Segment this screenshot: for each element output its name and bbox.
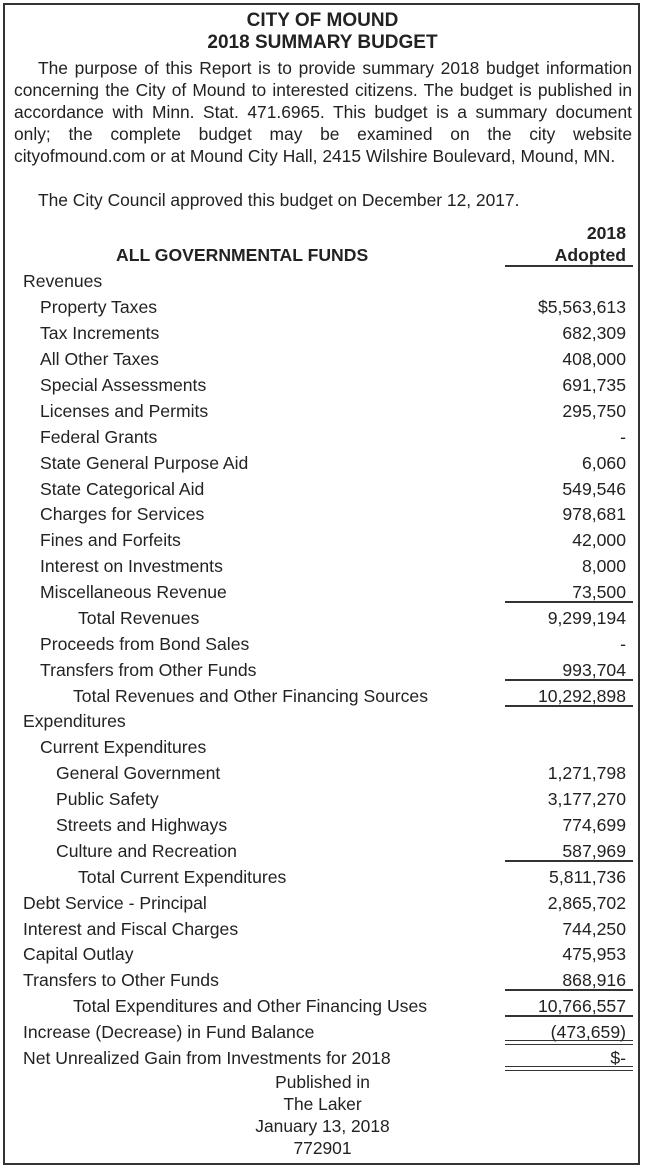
unrealized-gain-value: $- <box>610 1048 626 1068</box>
revenue-item-label: State Categorical Aid <box>40 479 205 499</box>
total-current-value: 5,811,736 <box>549 867 626 887</box>
total-expenditures-value: 10,766,557 <box>537 996 626 1016</box>
expenditure-item-value: 868,916 <box>562 970 626 990</box>
publication-name: The Laker <box>283 1094 362 1114</box>
revenue-item-label: All Other Taxes <box>40 349 159 369</box>
revenue-item-label: Federal Grants <box>40 427 158 447</box>
revenue-item-label: Interest on Investments <box>40 556 223 576</box>
table-heading: ALL GOVERNMENTAL FUNDS <box>116 245 369 265</box>
revenue-item-value: 6,060 <box>581 453 626 473</box>
total-revenues-financing-label: Total Revenues and Other Financing Sources <box>73 686 429 706</box>
revenue-item-value: $5,563,613 <box>537 297 626 317</box>
column-label: Adopted <box>554 245 626 265</box>
revenue-item-value: 42,000 <box>572 530 626 550</box>
revenue-item-value: 691,735 <box>562 375 626 395</box>
document-title: CITY OF MOUND <box>246 10 399 31</box>
expenditure-item-label: Interest and Fiscal Charges <box>23 919 239 939</box>
document-subtitle: 2018 SUMMARY BUDGET <box>207 32 438 53</box>
revenue-item-label: Property Taxes <box>40 297 158 317</box>
expenditure-item-label: Debt Service - Principal <box>23 893 207 913</box>
total-revenues-label: Total Revenues <box>78 608 200 628</box>
revenue-item-label: Miscellaneous Revenue <box>40 582 227 602</box>
total-expenditures-label: Total Expenditures and Other Financing Uses <box>73 996 428 1016</box>
expenditure-item-value: 744,250 <box>562 919 626 939</box>
revenue-item-value: 978,681 <box>562 504 626 524</box>
revenue-item-value: 682,309 <box>562 323 626 343</box>
expenditure-item-label: Capital Outlay <box>23 944 134 964</box>
header-underline <box>505 265 633 267</box>
current-expenditures-label: Current Expenditures <box>40 737 207 757</box>
total-rule <box>505 705 633 707</box>
column-year: 2018 <box>586 223 626 243</box>
revenue-item-value: 549,546 <box>562 479 626 499</box>
expenditure-item-value: 475,953 <box>562 944 626 964</box>
revenue-item-value: 295,750 <box>562 401 626 421</box>
current-item-value: 3,177,270 <box>547 789 626 809</box>
revenue-item-label: Licenses and Permits <box>40 401 209 421</box>
unrealized-gain-label: Net Unrealized Gain from Investments for 2018 <box>23 1048 391 1068</box>
publication-line: Published in <box>275 1072 370 1092</box>
other-source-label: Proceeds from Bond Sales <box>40 634 250 654</box>
intro-text: The purpose of this Report is to provide summary 2018 budget information concerning the City of Mound to interested citizens. The budget is published in accordance with Minn. Stat. 471.6965. This budget is a summary document only; the complete budget may be examined on the city website cityofmound.com or at Mound City Hall, 2415 Wilshire Boulevard, Mound, MN. <box>14 58 632 166</box>
revenue-item-label: State General Purpose Aid <box>40 453 249 473</box>
current-item-label: Culture and Recreation <box>56 841 237 861</box>
revenue-item-value: 73,500 <box>572 582 626 602</box>
other-source-value: 993,704 <box>562 660 626 680</box>
current-item-label: General Government <box>56 763 221 783</box>
expenditure-item-value: 2,865,702 <box>547 893 626 913</box>
intro-paragraph <box>14 57 632 167</box>
revenue-item-label: Special Assessments <box>40 375 207 395</box>
subtotal-rule <box>505 860 633 862</box>
expenditure-item-label: Transfers to Other Funds <box>23 970 219 990</box>
total-rule <box>505 1015 633 1017</box>
total-revenues-value: 9,299,194 <box>547 608 626 628</box>
approval-text: The City Council approved this budget on December 12, 2017. <box>38 190 520 210</box>
current-item-label: Public Safety <box>56 789 159 809</box>
revenue-item-value: 8,000 <box>581 556 626 576</box>
expenditures-section-label: Expenditures <box>23 711 126 731</box>
publication-date: January 13, 2018 <box>255 1116 390 1136</box>
revenues-section-label: Revenues <box>23 271 103 291</box>
revenue-item-value: 408,000 <box>562 349 626 369</box>
fund-balance-label: Increase (Decrease) in Fund Balance <box>23 1022 315 1042</box>
revenue-item-label: Fines and Forfeits <box>40 530 181 550</box>
other-source-value: - <box>620 634 626 654</box>
subtotal-rule <box>505 601 633 603</box>
other-source-label: Transfers from Other Funds <box>40 660 257 680</box>
total-current-label: Total Current Expenditures <box>78 867 287 887</box>
current-item-value: 1,271,798 <box>547 763 626 783</box>
double-rule <box>505 1040 633 1045</box>
subtotal-rule <box>505 989 633 991</box>
current-item-value: 774,699 <box>562 815 626 835</box>
subtotal-rule <box>505 679 633 681</box>
approval-paragraph <box>14 189 632 211</box>
publication-id: 772901 <box>293 1138 352 1158</box>
current-item-value: 587,969 <box>562 841 626 861</box>
current-item-label: Streets and Highways <box>56 815 228 835</box>
fund-balance-value: (473,659) <box>550 1022 626 1042</box>
revenue-item-label: Tax Increments <box>40 323 160 343</box>
revenue-item-label: Charges for Services <box>40 504 205 524</box>
revenue-item-value: - <box>620 427 626 447</box>
total-revenues-financing-value: 10,292,898 <box>537 686 626 706</box>
